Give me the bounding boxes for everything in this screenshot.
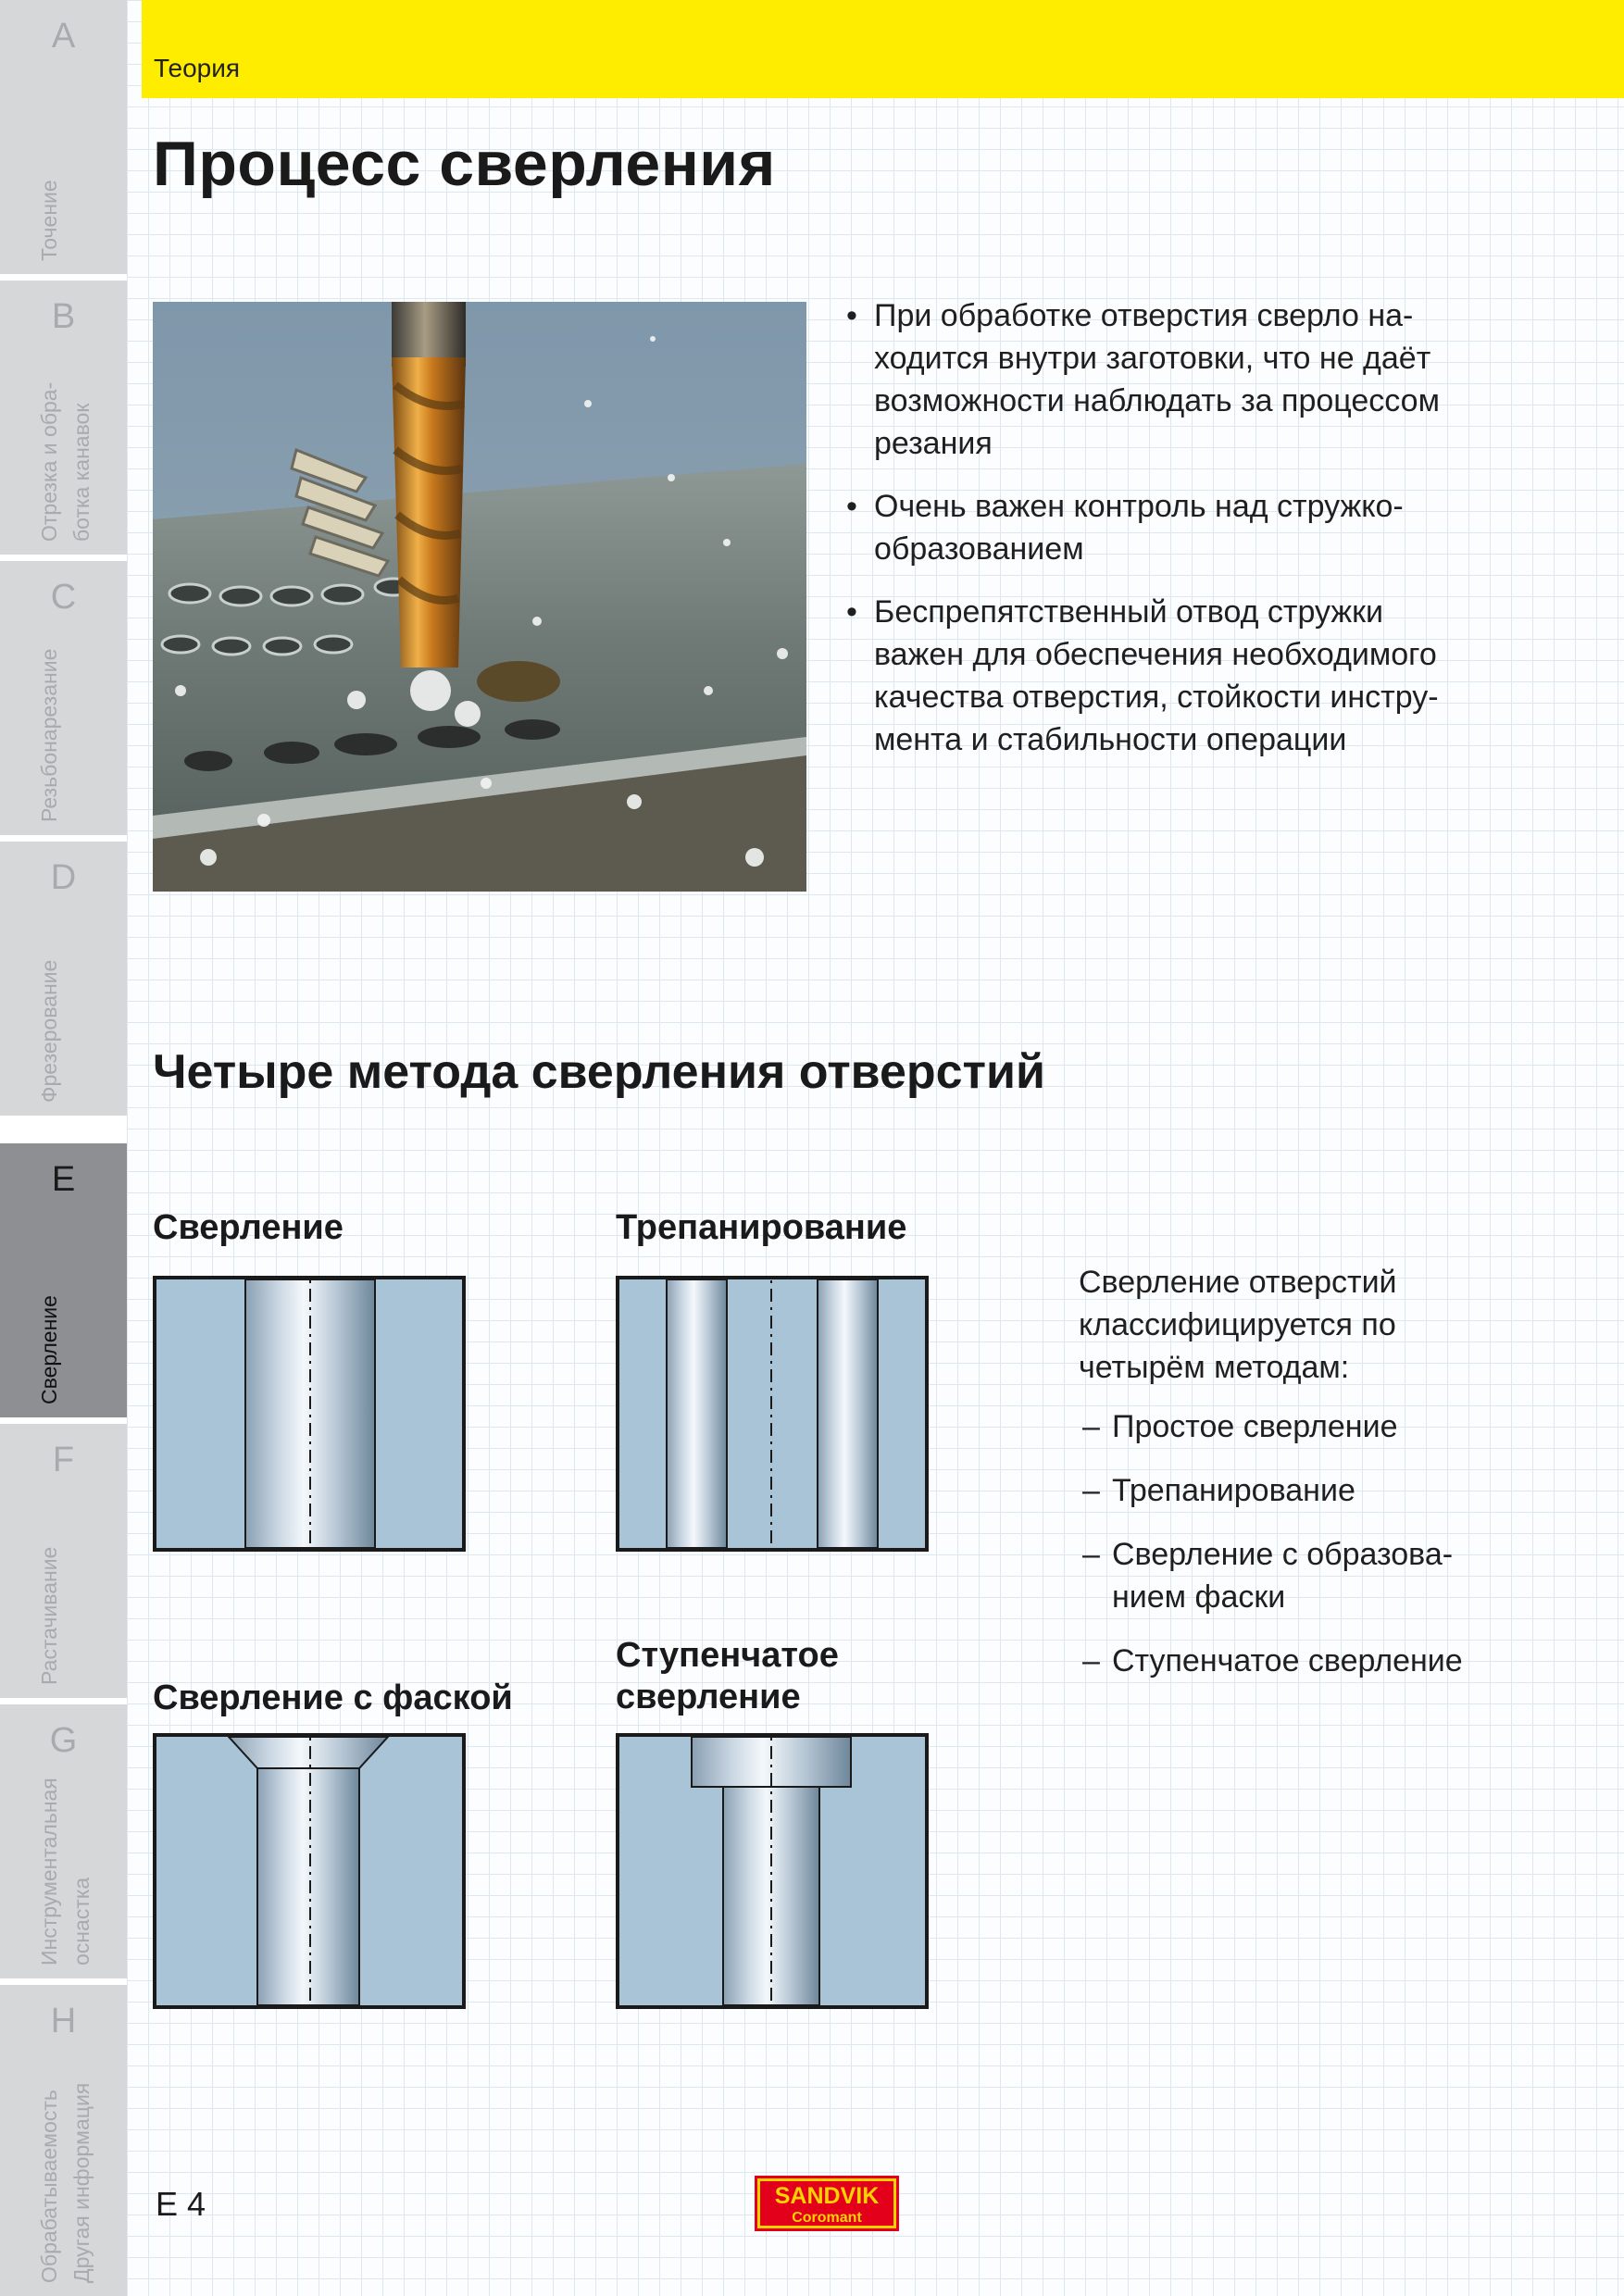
intro-bullet-list (843, 294, 1509, 781)
sidebar-tab-letter: G (49, 1721, 78, 1760)
list-item: – Ступенчатое сверление (1079, 1640, 1597, 1682)
classification-block (1079, 1261, 1597, 1703)
sidebar-tab-f[interactable] (0, 1424, 127, 1698)
logo-brand: SANDVIK (774, 2183, 880, 2209)
step-drilling-diagram (616, 1733, 929, 2009)
sidebar-tab-label: Обрабатываемость Другая информация (37, 2082, 94, 2283)
sidebar-tab-letter: C (50, 578, 77, 617)
header-band (142, 0, 1624, 98)
chamfer-drilling-label: Сверление с фаской (153, 1678, 513, 1717)
list-item: • При обработке отверстия сверло на- ходится внутри заготовки, что не даёт возможности наблюдать за процессом резания (843, 294, 1509, 465)
sidebar-tab-g[interactable] (0, 1704, 127, 1978)
sidebar-tab-h[interactable] (0, 1985, 127, 2296)
sidebar-tab-letter: D (50, 858, 77, 897)
sidebar-tab-label: Точение (37, 180, 61, 261)
drilling-label: Сверление (153, 1208, 344, 1247)
sidebar-tab-label: Растачивание (37, 1546, 61, 1685)
classification-intro: Сверление отверстий классифицируется по четырём методам: (1079, 1265, 1397, 1385)
sandvik-coromant-logo (755, 2176, 899, 2231)
trepanning-diagram (616, 1276, 929, 1552)
logo-sub: Coromant (792, 2210, 862, 2226)
sidebar-tab-letter: B (51, 297, 76, 336)
page-title: Процесс сверления (153, 129, 776, 199)
list-item: • Очень важен контроль над стружко- образованием (843, 485, 1509, 570)
sidebar-tab-d[interactable] (0, 842, 127, 1116)
sidebar-tab-label: Отрезка и обра- ботка канавок (37, 381, 94, 542)
step-drilling-label: Ступенчатое сверление (616, 1636, 839, 1716)
sidebar-tab-letter: E (51, 1160, 76, 1199)
sidebar-tab-letter: A (51, 17, 76, 56)
sidebar-tab-letter: F (52, 1441, 75, 1479)
sidebar-tab-b[interactable] (0, 281, 127, 555)
sidebar-tab-e[interactable] (0, 1143, 127, 1417)
list-item: – Сверление с образова- нием фаски (1079, 1533, 1597, 1618)
list-item: – Простое сверление (1079, 1405, 1597, 1448)
trepanning-label: Трепанирование (616, 1208, 907, 1247)
methods-heading: Четыре метода сверления отверстий (153, 1045, 1045, 1099)
drilling-diagram (153, 1276, 466, 1552)
sidebar-tab-label: Инструментальная оснастка (37, 1778, 94, 1965)
sidebar-tab-letter: H (50, 2002, 77, 2040)
list-item: – Трепанирование (1079, 1469, 1597, 1512)
sidebar-tab-label: Сверление (37, 1295, 61, 1404)
sidebar-tab-a[interactable] (0, 0, 127, 274)
chamfer-drilling-diagram (153, 1733, 466, 2009)
page-number: E 4 (156, 2185, 206, 2223)
drilling-photo (153, 302, 806, 892)
classification-list (1079, 1405, 1597, 1682)
sidebar-tab-label: Фрезерование (37, 959, 61, 1103)
sidebar-tab-c[interactable] (0, 561, 127, 835)
sidebar-tab-label: Резьбонарезание (37, 648, 61, 822)
chapter-sidebar (0, 0, 127, 2296)
section-label: Теория (154, 54, 241, 82)
list-item: • Беспрепятственный отвод стружки важен для обеспечения необходимого качества отверстия, стойкости инстру- мента и стабильности операции (843, 591, 1509, 761)
